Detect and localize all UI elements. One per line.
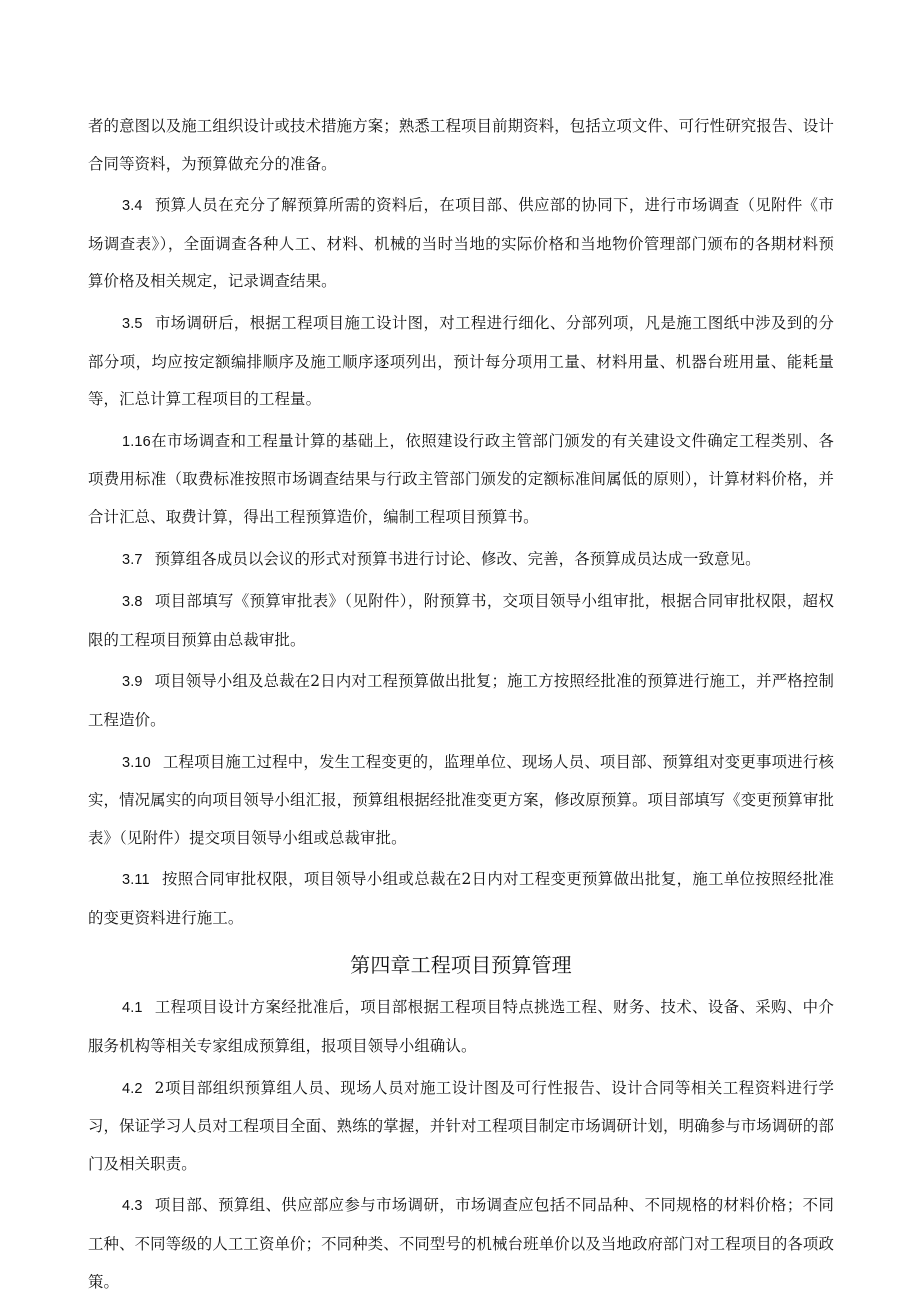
paragraph-text: 市场调研后，根据工程项目施工设计图，对工程进行细化、分部列项，凡是施工图纸中涉及到的分部分项，均应按定额编排顺序及施工顺序逐项列出，预计每分项用工量、材料用量、机器台班用量、能耗量等，汇总计算工程项目的工程量。	[88, 313, 834, 409]
paragraph-4-1	[88, 989, 834, 1065]
paragraph-text: 工程项目施工过程中，发生工程变更的，监理单位、现场人员、项目部、预算组对变更事项进行核实，情况属实的向项目领导小组汇报，预算组根据经批准变更方案，修改原预算。项目部填写《变更预算审批表》（见附件）提交项目领导小组或总裁审批。	[88, 752, 834, 847]
paragraph-text: 预算人员在充分了解预算所需的资料后，在项目部、供应部的协同下，进行市场调查（见附件《市场调查表》），全面调查各种人工、材料、机械的当时当地的实际价格和当地物价管理部门颁布的各期材料预算价格及相关规定，记录调查结果。	[88, 196, 834, 291]
paragraph-3-7	[88, 541, 834, 580]
paragraph-text: 按照合同审批权限，项目领导小组或总裁在2日内对工程变更预算做出批复，施工单位按照经批准的变更资料进行施工。	[88, 870, 834, 927]
paragraph-1-16	[88, 423, 834, 537]
paragraph-text: 预算组各成员以会议的形式对预算书进行讨论、修改、完善，各预算成员达成一致意见。	[154, 549, 761, 568]
paragraph-number: 3.8	[122, 594, 143, 611]
paragraph-number: 3.5	[122, 315, 143, 332]
paragraph-text: 者的意图以及施工组织设计或技术措施方案；熟悉工程项目前期资料，包括立项文件、可行性研究报告、设计合同等资料，为预算做充分的准备。	[88, 117, 834, 173]
paragraph-number: 4.3	[122, 1198, 143, 1215]
paragraph-4-2	[88, 1070, 834, 1184]
paragraph-text: 项目领导小组及总裁在2日内对工程预算做出批复；施工方按照经批准的预算进行施工，并严格控制工程造价。	[88, 672, 834, 729]
paragraph-number: 1.16	[122, 433, 151, 450]
paragraph-text: 工程项目设计方案经批准后，项目部根据工程项目特点挑选工程、财务、技术、设备、采购、中介服务机构等相关专家组成预算组，报项目领导小组确认。	[88, 998, 834, 1056]
paragraph-number: 4.2	[122, 1080, 143, 1097]
paragraph-3-5	[88, 305, 834, 419]
intro-paragraph	[88, 108, 834, 183]
paragraph-3-11	[88, 861, 834, 937]
paragraph-number: 3.11	[122, 872, 150, 889]
paragraph-3-10	[88, 744, 834, 858]
paragraph-text: 2项目部组织预算组人员、现场人员对施工设计图及可行性报告、设计合同等相关工程资料进行学习，保证学习人员对工程项目全面、熟练的掌握，并针对工程项目制定市场调研计划，明确参与市场调研的部门及相关职责。	[88, 1078, 834, 1173]
paragraph-text: 项目部、预算组、供应部应参与市场调研，市场调查应包括不同品种、不同规格的材料价格；不同工种、不同等级的人工工资单价；不同种类、不同型号的机械台班单价以及当地政府部门对工程项目的各项政策。	[88, 1196, 834, 1291]
paragraph-text: 在市场调查和工程量计算的基础上，依照建设行政主管部门颁发的有关建设文件确定工程类别、各项费用标准（取费标准按照市场调查结果与行政主管部门颁发的定额标准间属低的原则），计算材料价格，并合计汇总、取费计算，得出工程预算造价，编制工程项目预算书。	[88, 431, 834, 526]
paragraph-3-9	[88, 663, 834, 739]
chapter-title: 第四章工程项目预算管理	[350, 953, 572, 978]
paragraph-3-8	[88, 583, 834, 659]
paragraph-number: 3.10	[122, 754, 151, 771]
paragraph-3-4	[88, 187, 834, 301]
document-body	[88, 108, 834, 1305]
paragraph-number: 3.9	[122, 674, 143, 691]
paragraph-text: 项目部填写《预算审批表》（见附件），附预算书，交项目领导小组审批，根据合同审批权限，超权限的工程项目预算由总裁审批。	[88, 592, 834, 649]
paragraph-number: 3.4	[122, 198, 143, 215]
paragraph-number: 3.7	[122, 551, 143, 568]
paragraph-4-3	[88, 1187, 834, 1301]
paragraph-number: 4.1	[122, 1000, 143, 1017]
